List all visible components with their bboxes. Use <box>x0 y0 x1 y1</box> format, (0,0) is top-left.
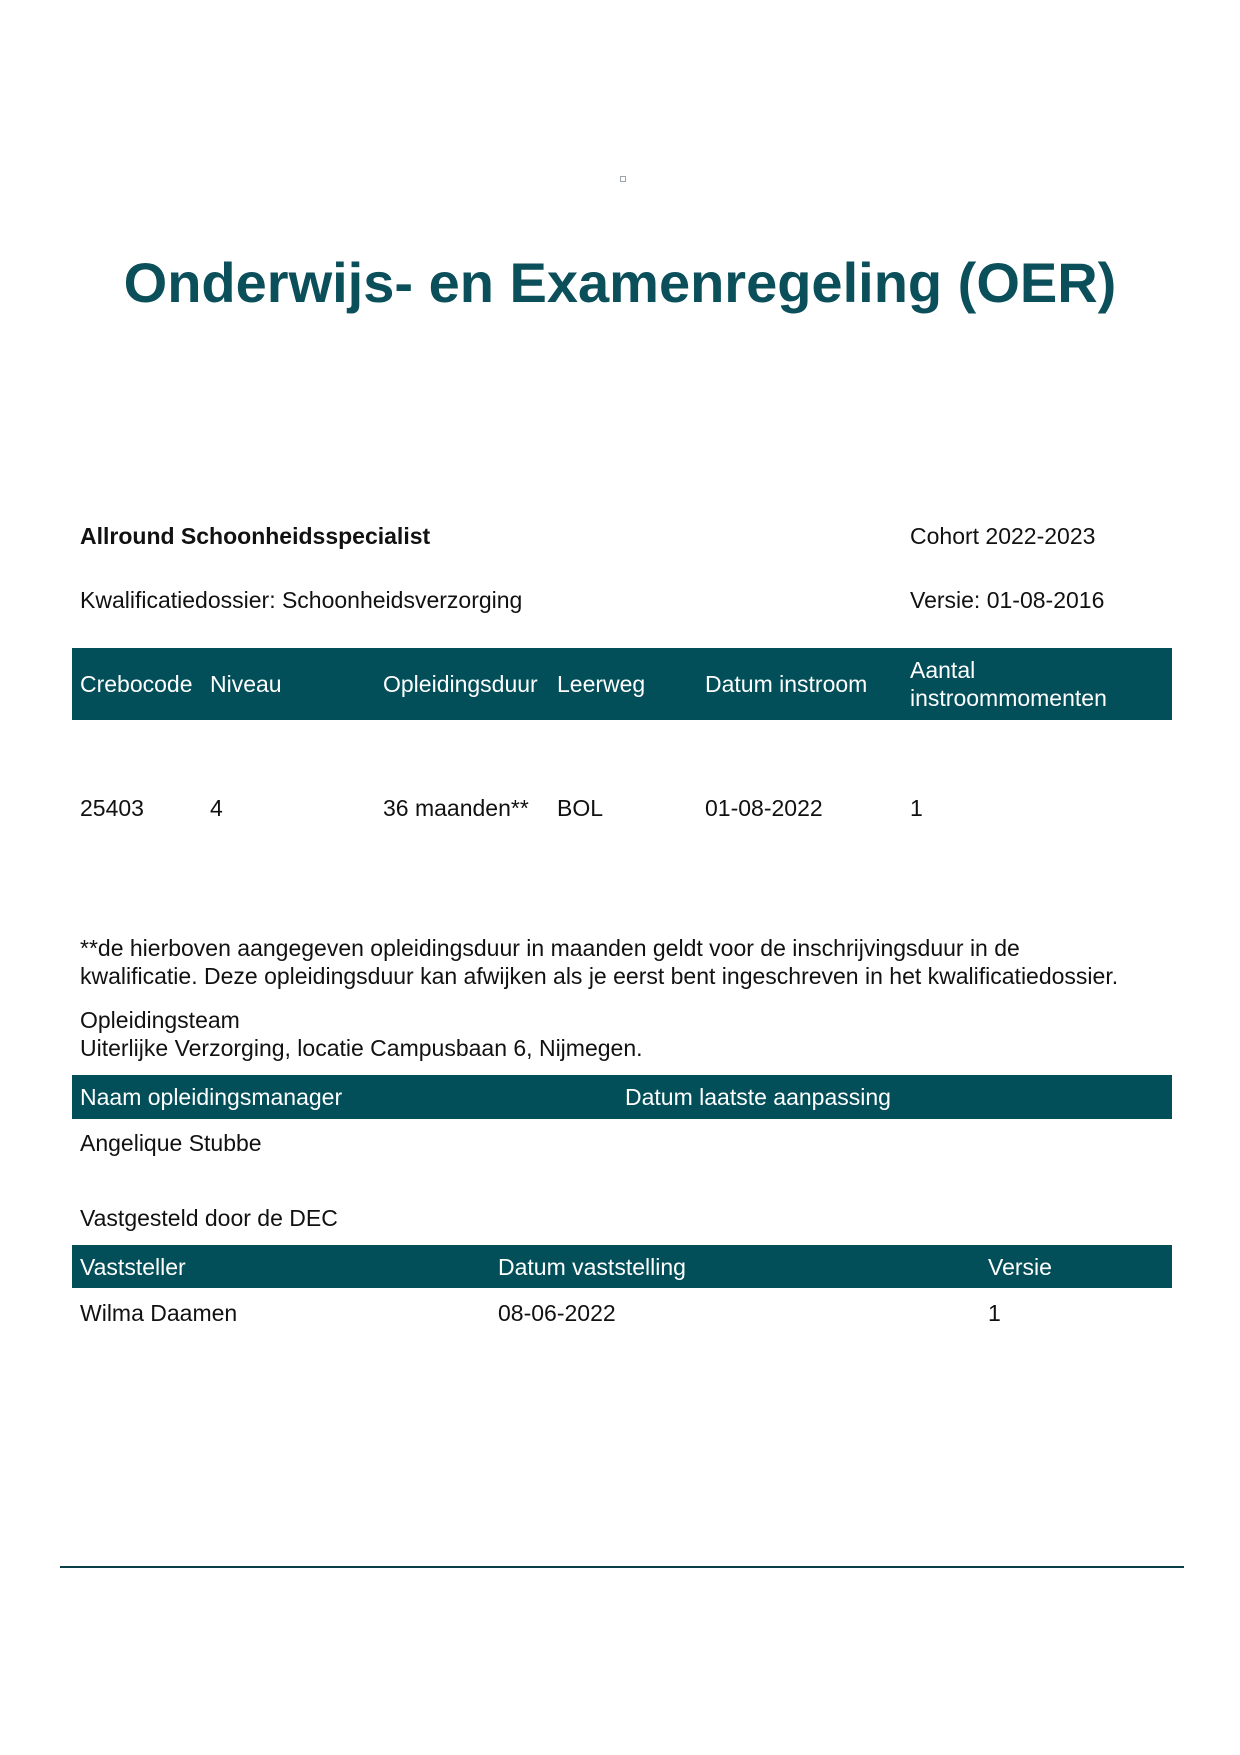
header-opleidingsduur: Opleidingsduur <box>383 671 538 697</box>
cell-vaststeller: Wilma Daamen <box>80 1300 238 1326</box>
header-datum-vaststelling: Datum vaststelling <box>498 1254 686 1280</box>
document-title: Onderwijs- en Examenregeling (OER) <box>123 251 1117 314</box>
cell-datum-vaststelling: 08-06-2022 <box>498 1300 616 1326</box>
cohort-label: Cohort 2022-2023 <box>910 523 1096 549</box>
cell-niveau: 4 <box>210 795 223 821</box>
dec-label: Vastgesteld door de DEC <box>80 1205 338 1231</box>
dec-table-header <box>72 1245 1172 1288</box>
header-datum-laatste-aanpassing: Datum laatste aanpassing <box>625 1084 891 1110</box>
manager-table-header <box>72 1075 1172 1119</box>
cell-datum-instroom: 01-08-2022 <box>705 795 823 821</box>
header-vaststeller: Vaststeller <box>80 1254 186 1280</box>
small-square-marker <box>620 176 626 182</box>
cell-versie: 1 <box>988 1300 1001 1326</box>
qualification-dossier: Kwalificatiedossier: Schoonheidsverzorging <box>80 587 523 613</box>
footnote-line-1: **de hierboven aangegeven opleidingsduur in maanden geldt voor de inschrijvingsduur in de <box>80 935 1020 961</box>
team-label: Opleidingsteam <box>80 1007 240 1033</box>
header-versie: Versie <box>988 1254 1052 1280</box>
cell-instroommomenten: 1 <box>910 795 923 821</box>
header-naam-opleidingsmanager: Naam opleidingsmanager <box>80 1084 343 1110</box>
dossier-version: Versie: 01-08-2016 <box>910 587 1105 613</box>
cell-crebocode: 25403 <box>80 795 144 821</box>
main-table-header <box>72 648 1172 720</box>
cell-opleidingsduur: 36 maanden** <box>383 795 529 821</box>
footer-divider <box>60 1566 1184 1568</box>
cell-opleidingsmanager: Angelique Stubbe <box>80 1130 262 1156</box>
team-value: Uiterlijke Verzorging, locatie Campusbaan 6, Nijmegen. <box>80 1035 643 1061</box>
program-name: Allround Schoonheidsspecialist <box>80 523 431 549</box>
header-crebocode: Crebocode <box>80 671 193 697</box>
footnote-line-2: kwalificatie. Deze opleidingsduur kan afwijken als je eerst bent ingeschreven in het kwalificatiedossier. <box>80 963 1119 989</box>
header-niveau: Niveau <box>210 671 282 697</box>
header-datum-instroom: Datum instroom <box>705 671 868 697</box>
header-leerweg: Leerweg <box>557 671 646 697</box>
cell-leerweg: BOL <box>557 795 604 821</box>
header-aantal: Aantal <box>910 657 976 683</box>
header-instroommomenten: instroommomenten <box>910 685 1107 711</box>
